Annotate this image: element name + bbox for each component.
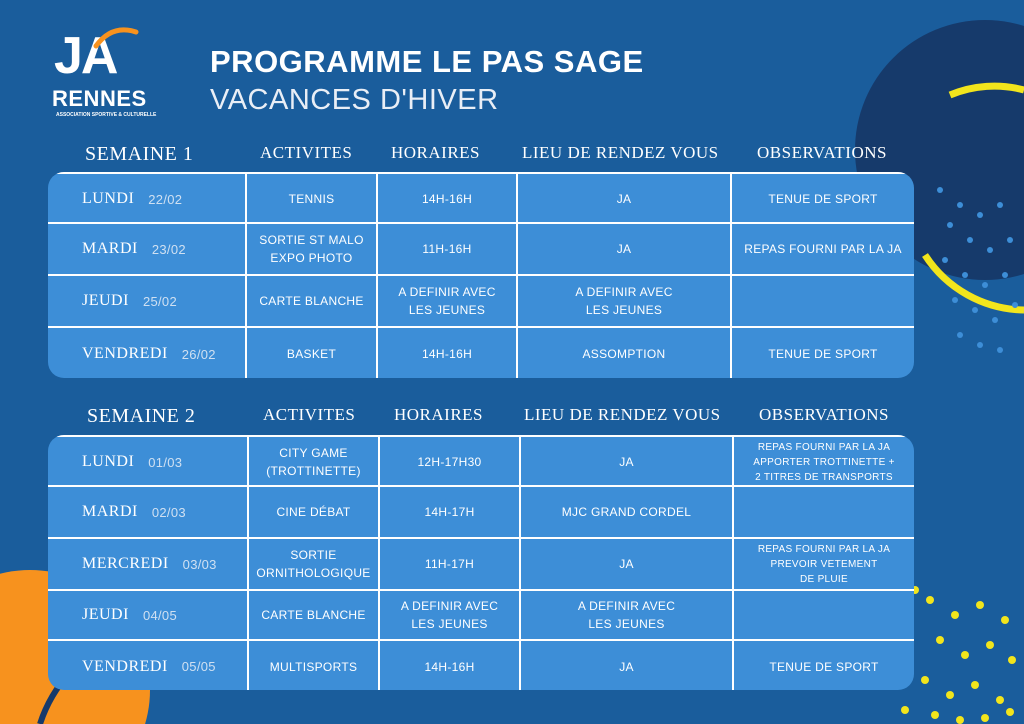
week2-header-notes: OBSERVATIONS xyxy=(759,405,889,424)
hours-cell: 14H-17H xyxy=(424,505,475,519)
table-row xyxy=(48,274,914,326)
notes-cell xyxy=(734,591,914,639)
activity-cell: MULTISPORTS xyxy=(269,659,358,674)
hours-cell: A DEFINIR AVEC LES JEUNES xyxy=(400,599,499,631)
ja-rennes-logo xyxy=(52,26,157,122)
hours-cell: 11H-16H xyxy=(422,242,472,256)
day-date: 01/03 xyxy=(148,454,183,470)
activity-cell: SORTIE ORNITHOLOGIQUE xyxy=(256,548,371,580)
week1-header-hours: HORAIRES xyxy=(391,143,481,162)
place-cell: JA xyxy=(619,659,634,674)
day-name: JEUDI xyxy=(82,292,129,309)
week2-header-place: LIEU DE RENDEZ VOUS xyxy=(524,405,721,424)
day-name: VENDREDI xyxy=(82,657,168,675)
notes-cell: REPAS FOURNI PAR LA JA PREVOIR VETEMENT DE PLUIE xyxy=(757,543,891,585)
week2-header-activities: ACTIVITES xyxy=(263,405,356,424)
table-row xyxy=(48,435,914,487)
activity-cell: CARTE BLANCHE xyxy=(259,294,364,308)
page-title: PROGRAMME LE PAS SAGE xyxy=(210,44,644,79)
day-date: 03/03 xyxy=(182,556,217,572)
day-date: 25/02 xyxy=(142,293,177,309)
hours-cell: 14H-16H xyxy=(421,347,473,361)
hours-cell: 11H-17H xyxy=(424,557,475,571)
day-date: 22/02 xyxy=(148,191,183,207)
page-subtitle: VACANCES D'HIVER xyxy=(210,84,499,116)
day-name: MARDI xyxy=(82,240,138,257)
week2-header-hours: HORAIRES xyxy=(394,405,484,424)
place-cell: JA xyxy=(619,455,634,469)
place-cell: JA xyxy=(619,557,634,571)
logo-subtitle: ASSOCIATION SPORTIVE & CULTURELLE xyxy=(56,112,157,118)
notes-cell: REPAS FOURNI PAR LA JA APPORTER TROTTINETTE + 2 TITRES DE TRANSPORTS xyxy=(753,441,895,483)
day-date: 02/03 xyxy=(151,504,186,520)
table-row xyxy=(48,537,914,589)
activity-cell: CINE DÉBAT xyxy=(276,505,351,519)
day-date: 26/02 xyxy=(181,346,216,362)
day-name: MERCREDI xyxy=(82,555,169,572)
day-date: 23/02 xyxy=(151,241,186,257)
table-row xyxy=(48,589,914,639)
hours-cell: 12H-17H30 xyxy=(417,455,482,469)
notes-cell: TENUE DE SPORT xyxy=(768,192,878,206)
place-cell: JA xyxy=(616,242,632,256)
day-date: 04/05 xyxy=(142,607,177,623)
week1-label: SEMAINE 1 xyxy=(85,143,194,165)
day-name: VENDREDI xyxy=(82,345,168,362)
yellow-dots-decoration xyxy=(901,586,1016,724)
notes-cell: TENUE DE SPORT xyxy=(768,347,878,361)
day-name: JEUDI xyxy=(82,606,129,623)
week2-label: SEMAINE 2 xyxy=(87,405,196,427)
logo-letters: JA xyxy=(54,27,117,85)
day-name: MARDI xyxy=(82,503,138,520)
week1-header-notes: OBSERVATIONS xyxy=(757,143,887,162)
place-cell: A DEFINIR AVEC LES JEUNES xyxy=(577,599,676,631)
day-date: 05/05 xyxy=(181,659,216,674)
logo-swoosh-icon xyxy=(92,24,142,54)
place-cell: MJC GRAND CORDEL xyxy=(561,505,692,519)
notes-cell: TENUE DE SPORT xyxy=(769,659,879,674)
hours-cell: A DEFINIR AVEC LES JEUNES xyxy=(398,285,496,317)
hours-cell: 14H-16H xyxy=(421,192,473,206)
day-name: LUNDI xyxy=(82,453,135,470)
week1-header-activities: ACTIVITES xyxy=(260,143,353,162)
place-cell: A DEFINIR AVEC LES JEUNES xyxy=(575,285,673,317)
table-row xyxy=(48,222,914,274)
hours-cell: 14H-16H xyxy=(424,659,475,674)
activity-cell: TENNIS xyxy=(288,192,335,206)
logo-city: RENNES xyxy=(52,86,147,111)
place-cell: ASSOMPTION xyxy=(582,347,666,361)
activity-cell: CITY GAME (TROTTINETTE) xyxy=(266,446,361,478)
activity-cell: BASKET xyxy=(286,347,337,361)
table-row xyxy=(48,326,914,378)
notes-cell: REPAS FOURNI PAR LA JA xyxy=(744,242,902,256)
week2-table xyxy=(48,435,914,690)
table-row xyxy=(48,639,914,690)
week1-table xyxy=(48,172,914,378)
notes-cell xyxy=(732,276,914,326)
notes-cell xyxy=(734,487,914,537)
place-cell: JA xyxy=(616,192,632,206)
week1-header-place: LIEU DE RENDEZ VOUS xyxy=(522,143,719,162)
day-name: LUNDI xyxy=(82,190,135,207)
activity-cell: CARTE BLANCHE xyxy=(261,608,366,622)
activity-cell: SORTIE ST MALO EXPO PHOTO xyxy=(259,233,364,265)
table-row xyxy=(48,485,914,537)
table-row xyxy=(48,172,914,224)
